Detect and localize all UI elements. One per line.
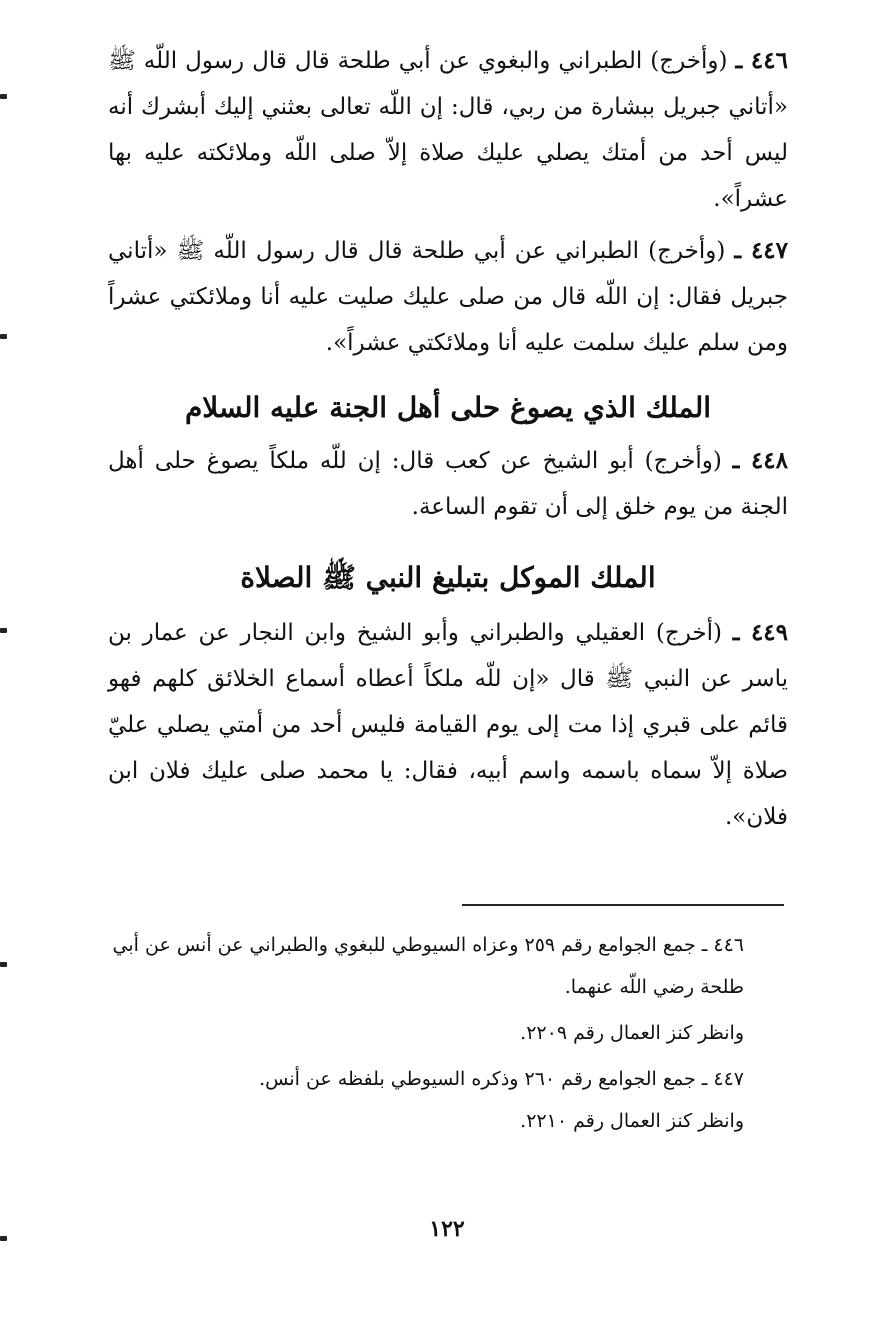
main-text — [108, 38, 788, 840]
footnote-447-ref: وانظر كنز العمال رقم ٢٢١٠. — [520, 1110, 744, 1132]
entry-449 — [108, 610, 788, 840]
entry-number: ٤٤٧ ـ — [734, 237, 789, 264]
entry-447 — [108, 228, 788, 366]
scan-edge-mark — [0, 94, 7, 99]
entry-number: ٤٤٩ ـ — [732, 619, 788, 646]
footnote-446-ref: وانظر كنز العمال رقم ٢٢٠٩. — [520, 1022, 744, 1044]
scan-edge-mark — [0, 962, 7, 967]
section-heading: الملك الموكل بتبليغ النبي ﷺ الصلاة — [240, 561, 656, 594]
entry-text: (وأخرج) الطبراني عن أبي طلحة قال قال رسول اللّه ﷺ «أتاني جبريل فقال: إن اللّه قال من صلى عليك صليت عليه أنا وملائكتي عشراً ومن سلم عليك سلمت عليه أنا وملائكتي عشراً». — [108, 238, 788, 356]
footnote-divider — [462, 904, 784, 906]
scan-edge-mark — [0, 628, 7, 633]
entry-number: ٤٤٦ ـ — [735, 47, 788, 74]
footnotes — [108, 924, 788, 1142]
entry-446 — [108, 38, 788, 222]
footnote-446: ٤٤٦ ـ جمع الجوامع رقم ٢٥٩ وعزاه السيوطي للبغوي والطبراني عن أنس عن أبي طلحة رضي اللّه عنهما. — [112, 934, 744, 998]
footnote-447: ٤٤٧ ـ جمع الجوامع رقم ٢٦٠ وذكره السيوطي بلفظه عن أنس. — [259, 1068, 744, 1090]
section-heading: الملك الذي يصوغ حلى أهل الجنة عليه السلام — [184, 391, 712, 424]
scan-edge-mark — [0, 334, 7, 339]
entry-text: (وأخرج) الطبراني والبغوي عن أبي طلحة قال قال رسول اللّه ﷺ «أتاني جبريل ببشارة من ربي، قال: إن اللّه تعالى بعثني إليك أبشرك أنه ليس أحد من أمتك يصلي عليك صلاة إلاّ صلى اللّه وملائكته عليه بها عشراً». — [108, 48, 788, 212]
entry-text: (وأخرج) أبو الشيخ عن كعب قال: إن للّه ملكاً يصوغ حلى أهل الجنة من يوم خلق إلى أن تقوم الساعة. — [108, 448, 788, 520]
entry-text: (أخرج) العقيلي والطبراني وأبو الشيخ وابن النجار عن عمار بن ياسر عن النبي ﷺ قال «إن للّه ملكاً أعطاه أسماع الخلائق كلهم فهو قائم على قبري إذا مت إلى يوم القيامة فليس أحد من أمتي يصلي عليّ صلاة إلاّ سماه باسمه واسم أبيه، فقال: يا محمد صلى عليك فلان ابن فلان». — [108, 620, 788, 830]
entry-number: ٤٤٨ ـ — [732, 447, 789, 474]
entry-448 — [108, 438, 788, 530]
page-number: ١٢٢ — [429, 1216, 465, 1242]
scan-edge-mark — [0, 1236, 7, 1241]
